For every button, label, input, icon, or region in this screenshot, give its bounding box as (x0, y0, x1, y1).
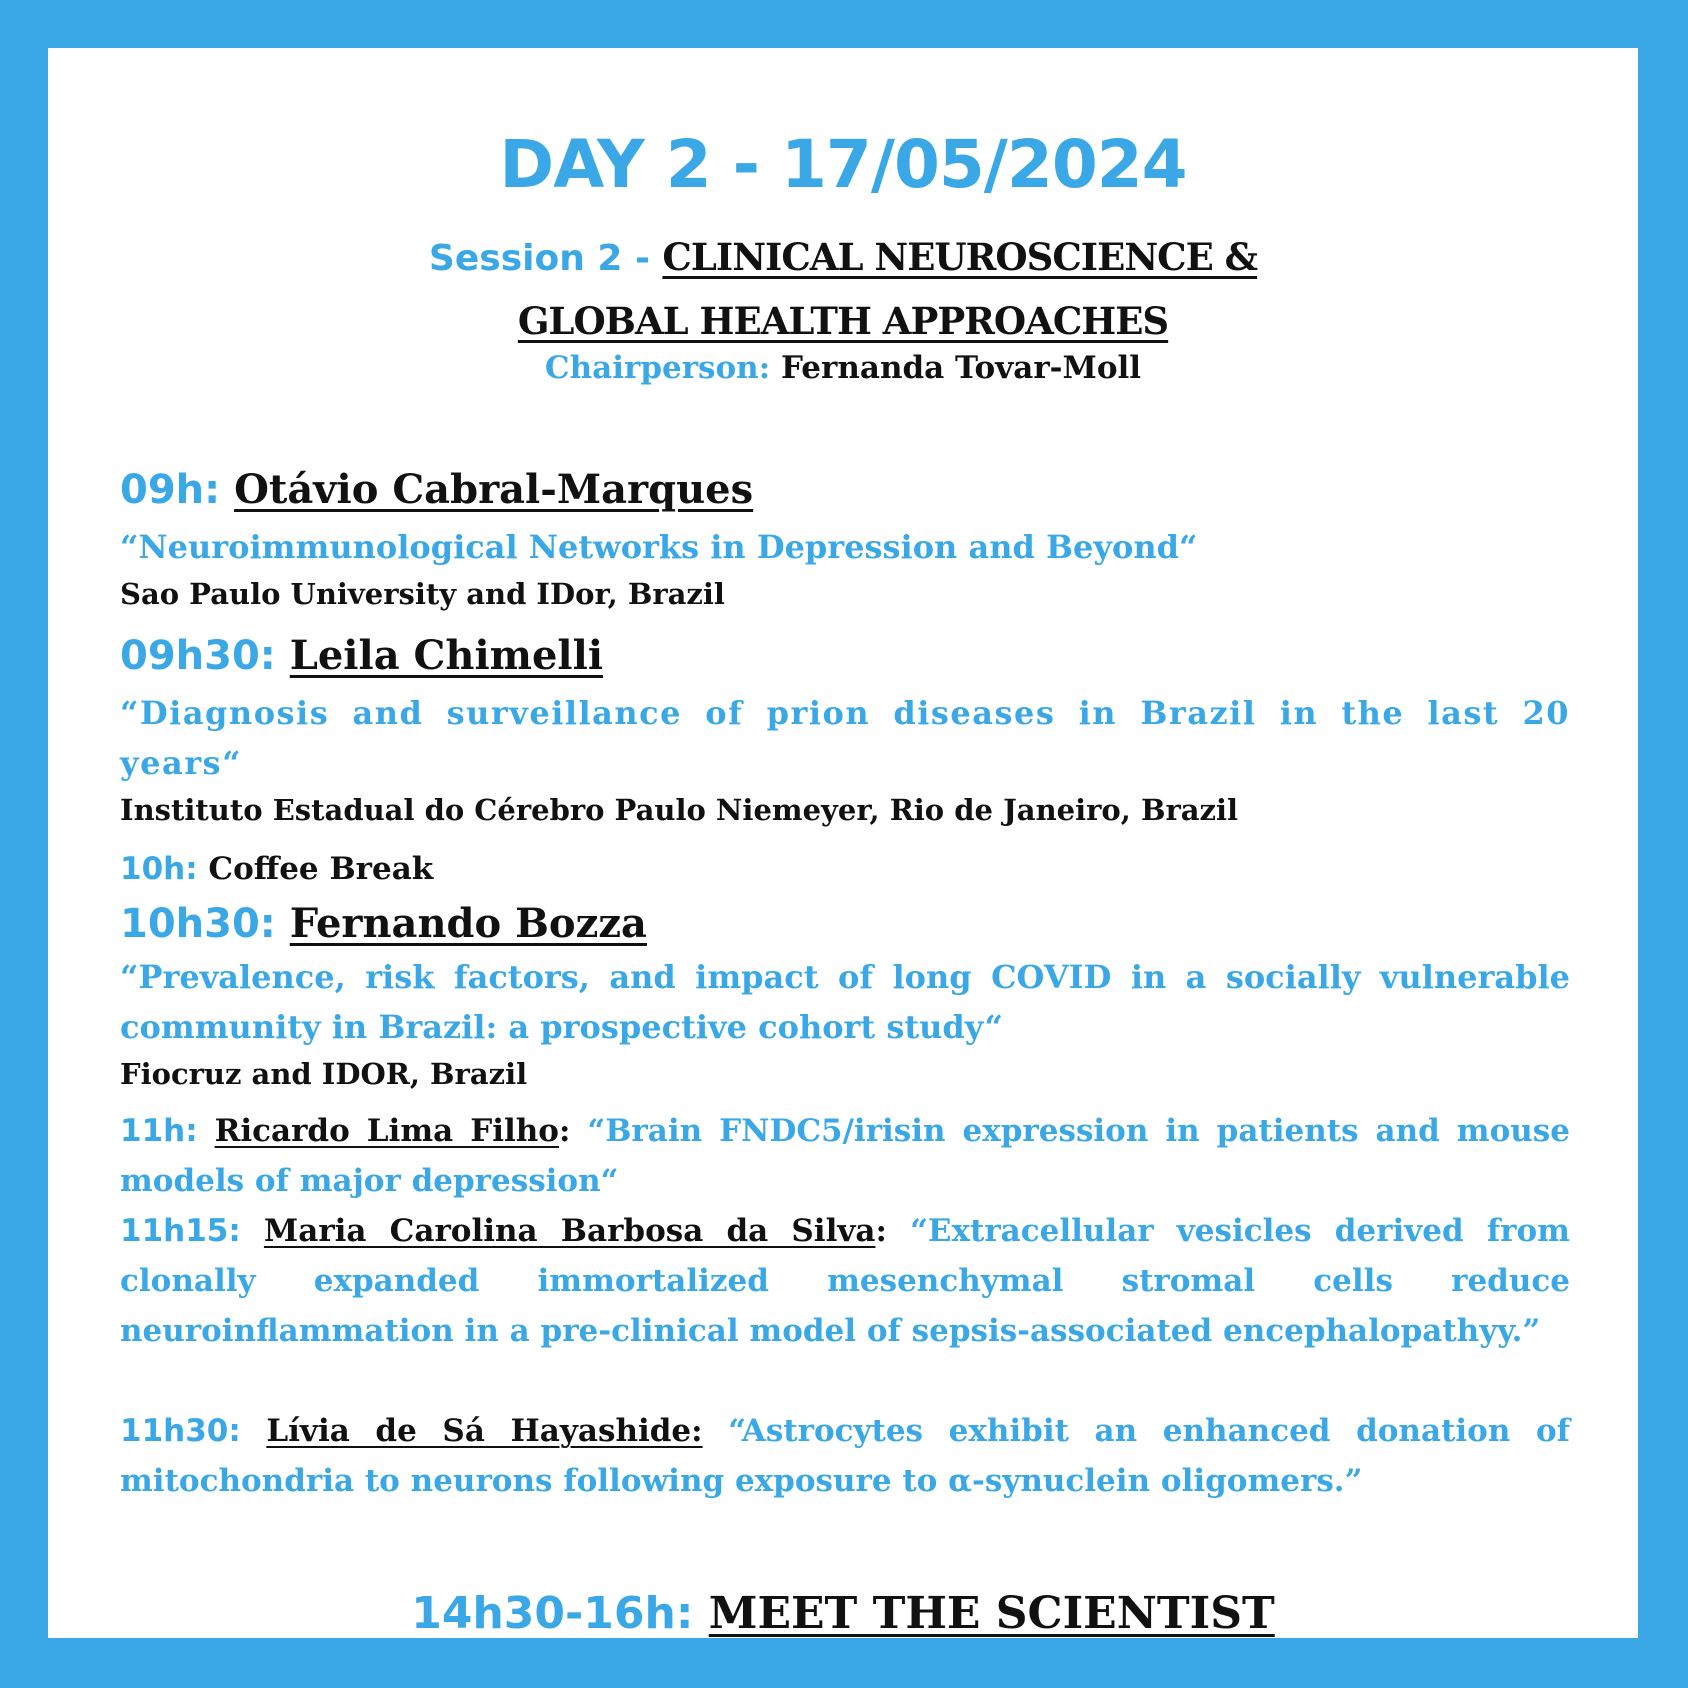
talk-title: “Brain FNDC5/irisin expression in patients and mouse models of major depression“ (120, 1113, 1570, 1199)
slot-time: 09h: (120, 467, 235, 513)
slot-5: 11h15: Maria Carolina Barbosa da Silva: “Extracellular vesicles derived from clonally expanded immortalized mesenchymal stromal cells reduce neuroinflammation in a pre-clinical model of sepsis-associated encephalopathyy.” (120, 1213, 1570, 1349)
slot-4: 11h: Ricardo Lima Filho: “Brain FNDC5/irisin expression in patients and mouse models of major depression“ (120, 1113, 1570, 1199)
chair-name: Fernanda Tovar-Moll (780, 350, 1142, 386)
slot-6 (120, 1406, 1570, 1506)
speaker-name: Leila Chimelli (289, 632, 604, 679)
slot-1 (120, 466, 1570, 616)
day-title: DAY 2 - 17/05/2024 (499, 126, 1187, 203)
session-heading (48, 226, 1638, 352)
meet-the-scientist (48, 1588, 1638, 1639)
chairperson (48, 350, 1638, 386)
talk-title: “Astrocytes exhibit an enhanced donation of mitochondria to neurons following exposure to α-synuclein oligomers.” (120, 1413, 1570, 1499)
speaker-name: Maria Carolina Barbosa da Silva (263, 1213, 876, 1249)
slot-time: 11h15: (120, 1213, 264, 1249)
slot-3 (120, 900, 1570, 1096)
speaker-name: Lívia de Sá Hayashide: (266, 1413, 703, 1449)
talk-title: “Prevalence, risk factors, and impact of long COVID in a socially vulnerable community in Brazil: a prospective cohort study“ (120, 958, 1570, 1046)
session-title-line1: CLINICAL NEUROSCIENCE & (662, 235, 1258, 279)
chair-label: Chairperson: (544, 350, 781, 386)
slot-time: 11h30: (120, 1413, 267, 1449)
slot-time: 10h30: (120, 901, 290, 947)
slot-time: 09h30: (120, 633, 290, 679)
program-card (48, 48, 1638, 1638)
speaker-name: Fernando Bozza (289, 900, 647, 947)
meet-time: 14h30-16h: (411, 1588, 709, 1639)
speaker-name: Ricardo Lima Filho (214, 1113, 559, 1149)
talk-title: “Diagnosis and surveillance of prion diseases in Brazil in the last 20 years“ (120, 694, 1570, 782)
meet-label: MEET THE SCIENTIST (708, 1588, 1275, 1639)
slot-2 (120, 632, 1570, 832)
talk-title: “Neuroimmunological Networks in Depression and Beyond“ (120, 528, 1198, 566)
session-prefix: Session 2 - (428, 238, 663, 279)
speaker-name: Otávio Cabral-Marques (234, 466, 754, 513)
slot-time: 10h: (120, 851, 209, 887)
institution: Instituto Estadual do Cérebro Paulo Niemeyer, Rio de Janeiro, Brazil (120, 793, 1239, 827)
institution: Sao Paulo University and IDor, Brazil (120, 577, 725, 611)
session-title-line2: GLOBAL HEALTH APPROACHES (517, 299, 1169, 343)
coffee-break (120, 844, 1570, 894)
institution: Fiocruz and IDOR, Brazil (120, 1057, 528, 1091)
talk-title: “Extracellular vesicles derived from clonally expanded immortalized mesenchymal stromal cells reduce neuroinflammation in a pre-clinical model of sepsis-associated encephalopathyy.” (120, 1213, 1570, 1349)
break-label: Coffee Break (208, 851, 434, 887)
slot-time: 11h: (120, 1113, 215, 1149)
